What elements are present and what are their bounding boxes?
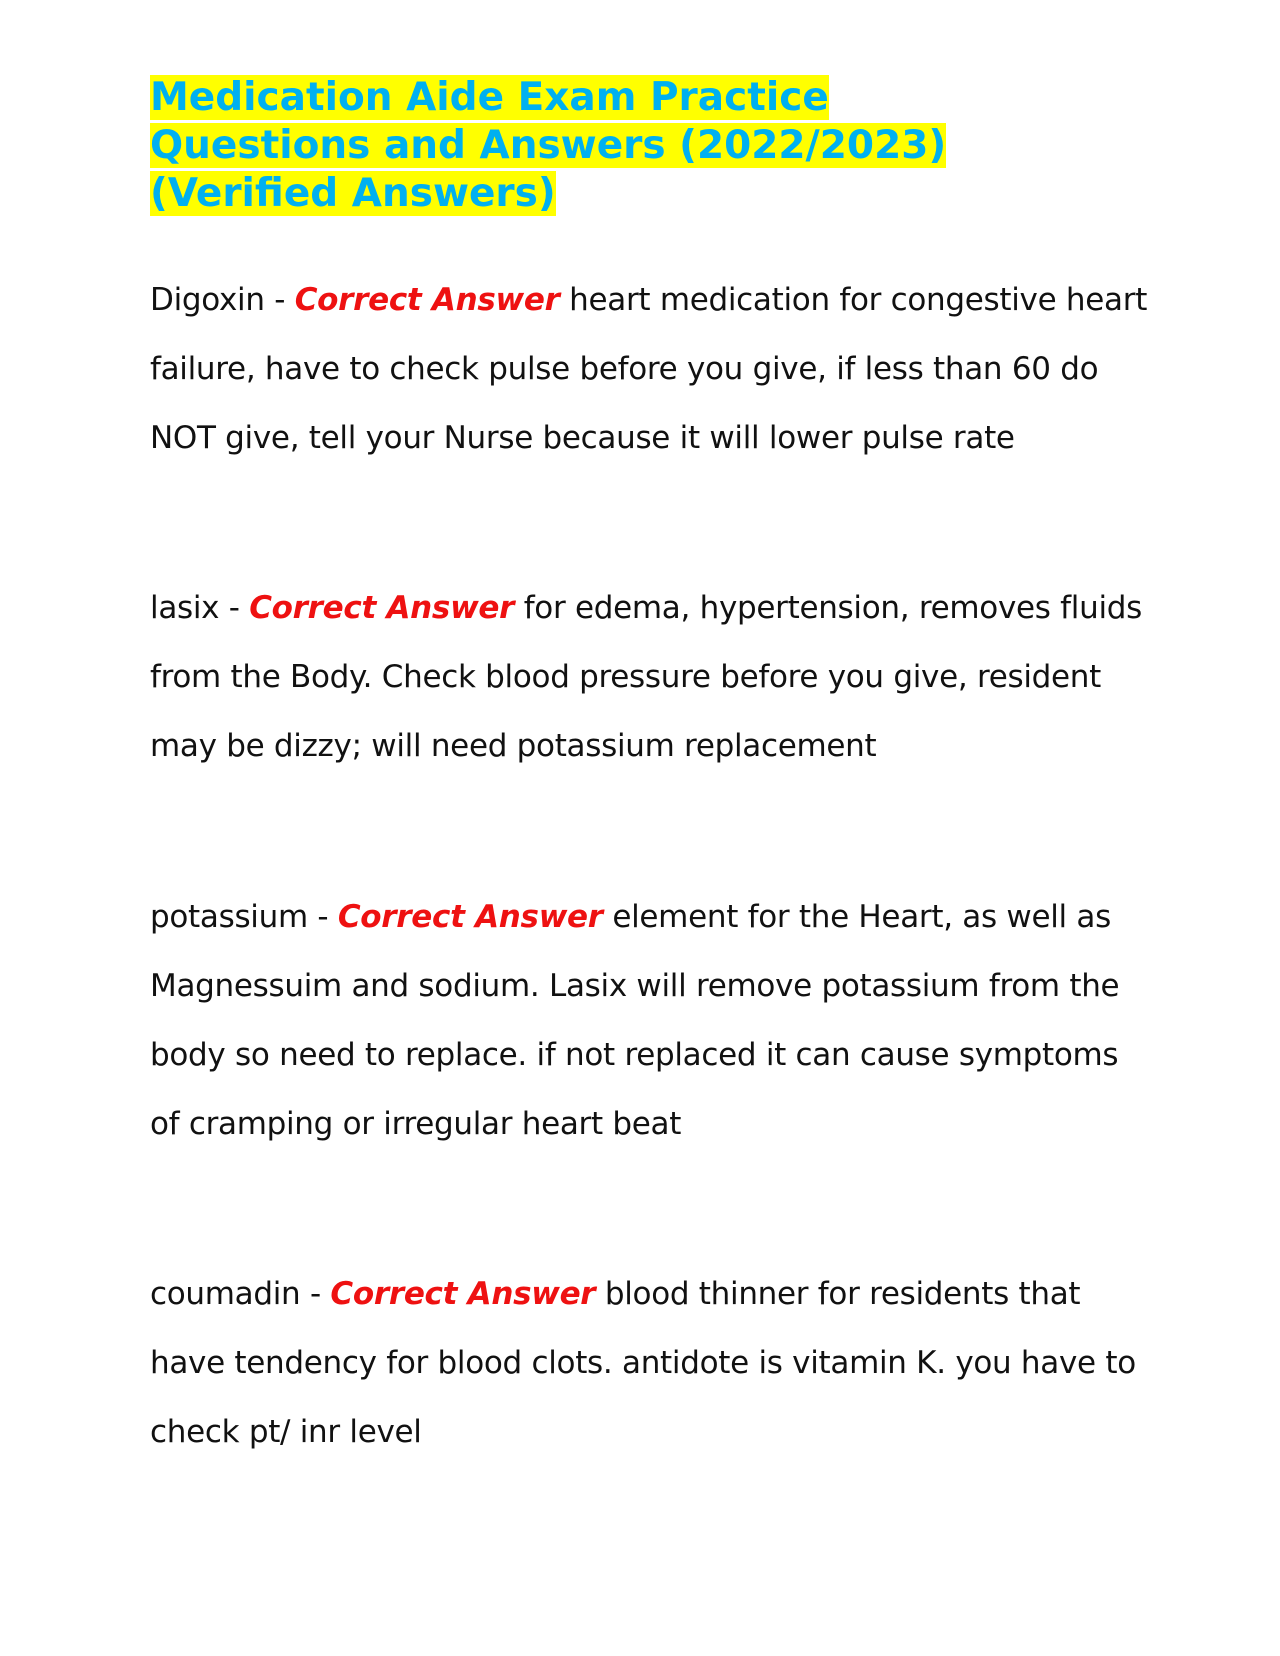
entry-term: coumadin [150, 1276, 301, 1312]
correct-answer-label: Correct Answer [249, 590, 515, 626]
title-line-2: Questions and Answers (2022/2023) [150, 123, 947, 168]
qa-entry-potassium [150, 883, 1150, 1159]
correct-answer-label: Correct Answer [294, 282, 560, 318]
qa-entry-coumadin [150, 1260, 1150, 1467]
document-title [150, 74, 1050, 218]
correct-answer-label: Correct Answer [330, 1276, 596, 1312]
qa-entry-lasix [150, 574, 1150, 781]
qa-entry-digoxin [150, 266, 1150, 473]
entry-answer: heart medication for congestive heart failure, have to check pulse before you give, if less than 60 do NOT give, tell your Nurse because it will lower pulse rate [150, 282, 1148, 456]
entry-answer: for edema, hypertension, removes fluids from the Body. Check blood pressure before you give, resident may be dizzy; will need potassium replacement [150, 590, 1142, 764]
correct-answer-label: Correct Answer [337, 899, 603, 935]
entry-answer: blood thinner for residents that have tendency for blood clots. antidote is vitamin K. you have to check pt/ inr level [150, 1276, 1136, 1450]
entry-separator: - [264, 282, 295, 318]
title-line-1: Medication Aide Exam Practice [150, 75, 829, 120]
title-line-3: (Verified Answers) [150, 171, 556, 216]
entry-term: Digoxin [150, 282, 265, 318]
entry-term: lasix [150, 590, 220, 626]
entry-separator: - [219, 590, 250, 626]
entry-answer: element for the Heart, as well as Magnessuim and sodium. Lasix will remove potassium from the body so need to replace. if not replaced it can cause symptoms of cramping or irregular heart beat [150, 899, 1120, 1142]
entry-separator: - [300, 1276, 331, 1312]
entry-term: potassium [150, 899, 308, 935]
entry-separator: - [307, 899, 338, 935]
